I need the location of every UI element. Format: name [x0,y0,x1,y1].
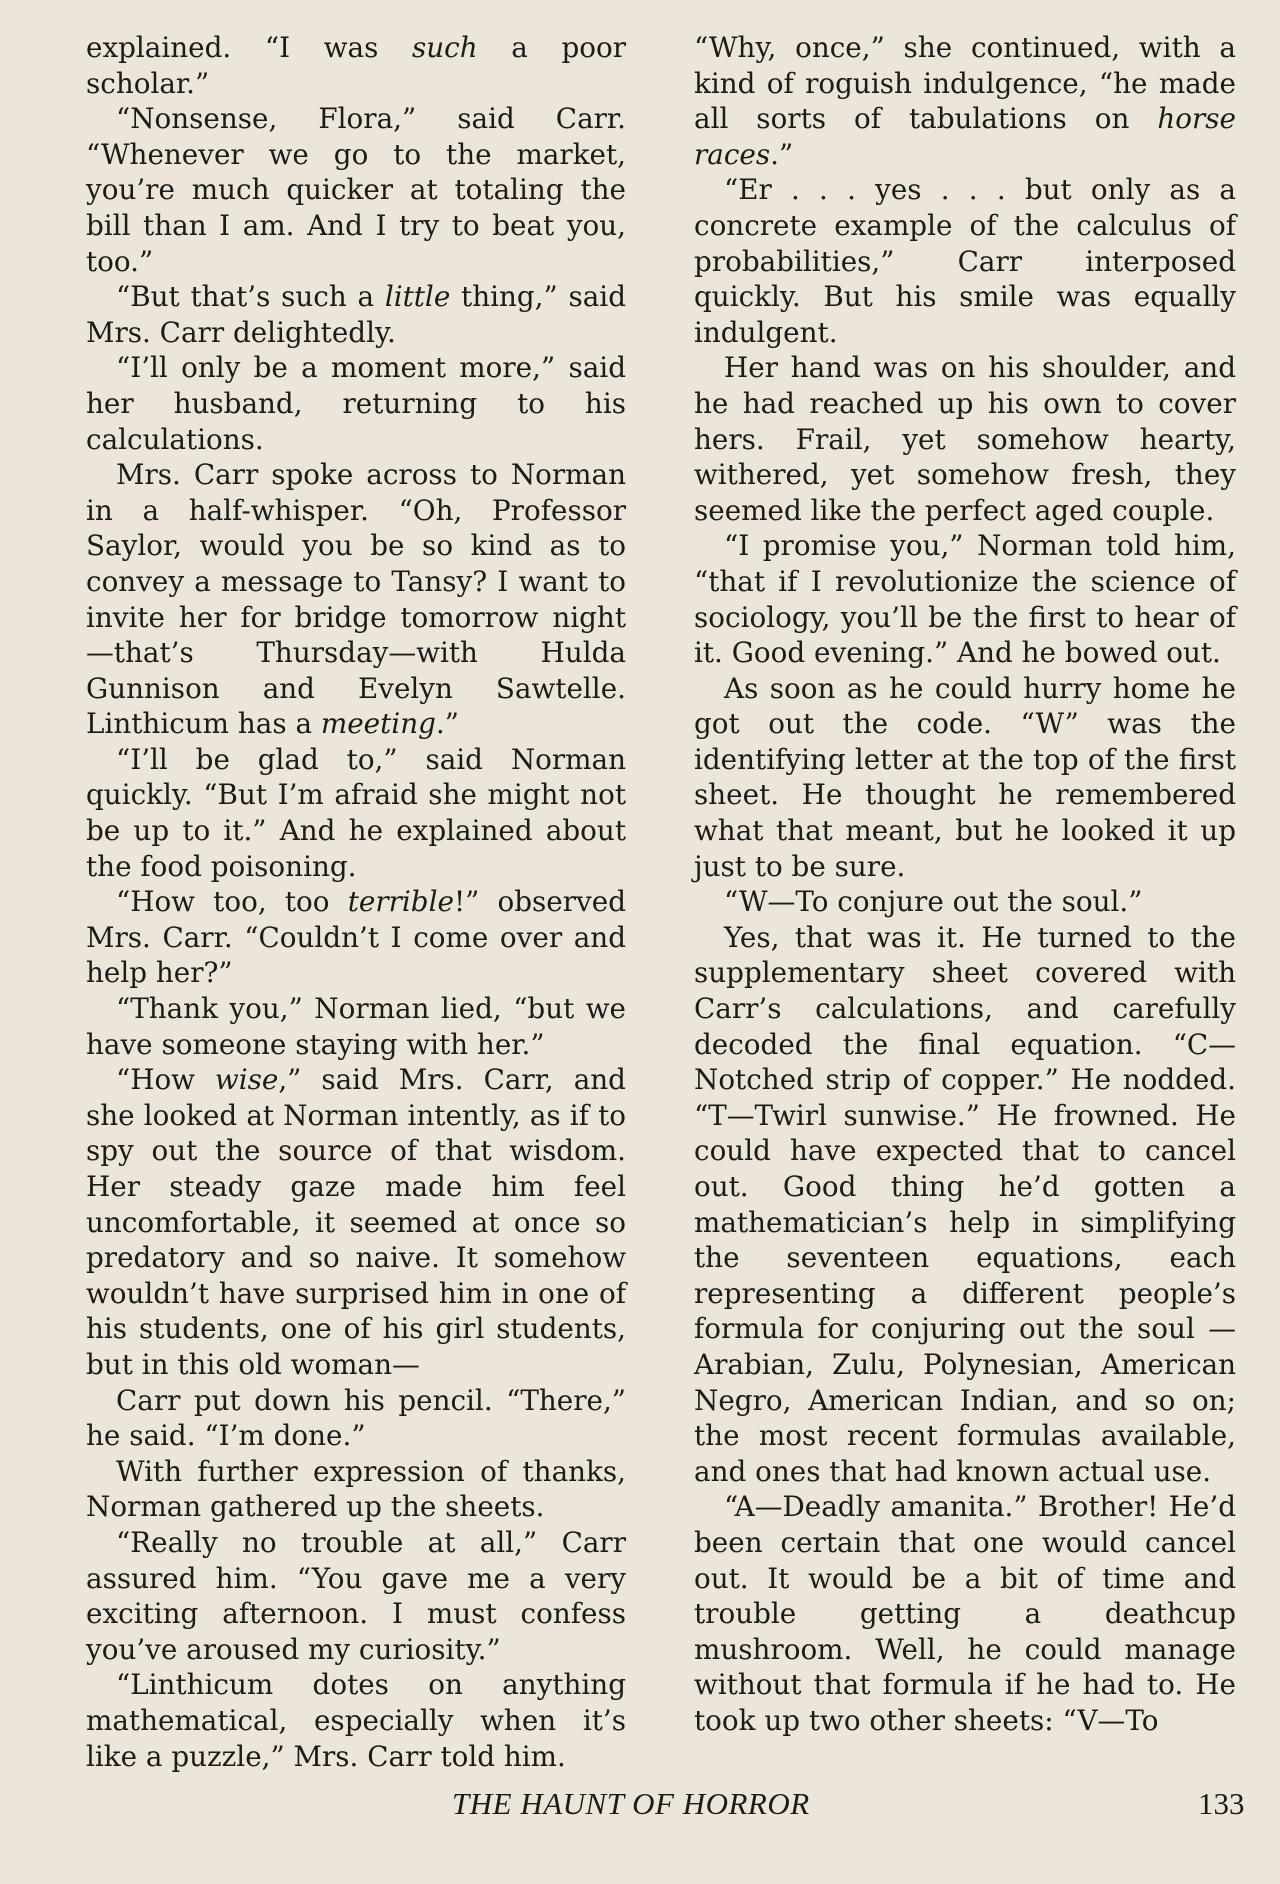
paragraph: Yes, that was it. He turned to the supplementary sheet covered with Carr’s calculations, and carefully decoded the final equation. “C—Notched strip of copper.” He nodded. “T—Twirl sunwise.” He frowned. He could have expected that to cancel out. Good thing he’d gotten a mathematician’s help in simplifying the seventeen equations, each representing a different people’s formula for conjuring out the soul —Arabian, Zulu, Polynesian, American Negro, American Indian, and so on; the most recent formulas available, and ones that had known actual use. [694,920,1236,1488]
paragraph: “A—Deadly amanita.” Brother! He’d been certain that one would cancel out. It would be a bit of time and trouble getting a deathcup mushroom. Well, he could manage without that formula if he had to. He took up two other sheets: “V—To [694,1490,1236,1737]
paragraph: “I’ll be glad to,” said Norman quickly. “But I’m afraid she might not be up to it.” And he explained about the food poisoning. [86,742,626,883]
paragraph: “Linthicum dotes on anything mathematical, especially when it’s like a puzzle,” Mrs. Carr told him. [86,1668,626,1773]
paragraph: “How too, too terrible!” observed Mrs. Carr. “Couldn’t I come over and help her?” [86,885,626,990]
paragraph: “Why, once,” she continued, with a kind of roguish indulgence, “he made all sorts of tabulations on horse races.” [694,31,1236,171]
paragraph: “Thank you,” Norman lied, “but we have someone staying with her.” [86,992,626,1061]
paragraph: Carr put down his pencil. “There,” he said. “I’m done.” [86,1383,626,1453]
paragraph: As soon as he could hurry home he got out the code. “W” was the identifying letter at the top of the first sheet. He thought he remembered what that meant, but he looked it up just to be sure. [694,671,1236,883]
paragraph: “Nonsense, Flora,” said Carr. “Whenever we go to the market, you’re much quicker at totaling the bill than I am. And I try to beat you, too.” [86,102,626,278]
left-text-column [86,30,626,1774]
paragraph: Mrs. Carr spoke across to Norman in a half-whisper. “Oh, Professor Saylor, would you be so kind as to convey a message to Tansy? I want to invite her for bridge tomorrow night—that’s Thursday—with Hulda Gunnison and Evelyn Sawtelle. Linthicum has a meeting.” [86,458,626,741]
right-text-column [694,30,1236,1739]
page-footer [0,1786,1280,1826]
paragraph: “I promise you,” Norman told him, “that if I revolutionize the science of sociology, you’ll be the first to hear of it. Good evening.” And he bowed out. [694,529,1236,670]
paragraph: “How wise,” said Mrs. Carr, and she looked at Norman intently, as if to spy out the source of that wisdom. Her steady gaze made him feel uncomfortable, it seemed at once so predatory and so naive. It somehow wouldn’t have surprised him in one of his students, one of his girl students, but in this old woman— [86,1063,626,1381]
paragraph: With further expression of thanks, Norman gathered up the sheets. [86,1454,626,1524]
paragraph: “But that’s such a little thing,” said Mrs. Carr delightedly. [86,280,626,349]
paragraph: “Er . . . yes . . . but only as a concrete example of the calculus of probabilities,” Carr interposed quickly. But his smile was equally indulgent. [694,173,1236,349]
paragraph: explained. “I was such a poor scholar.” [86,31,626,100]
paragraph: Her hand was on his shoulder, and he had reached up his own to cover hers. Frail, yet somehow hearty, withered, yet somehow fresh, they seemed like the perfect aged couple. [694,351,1236,527]
paragraph: “I’ll only be a moment more,” said her husband, returning to his calculations. [86,351,626,456]
magazine-title: THE HAUNT OF HORROR [452,1786,810,1821]
page-number: 133 [1198,1786,1245,1821]
paragraph: “Really no trouble at all,” Carr assured him. “You gave me a very exciting afternoon. I must confess you’ve aroused my curiosity.” [86,1525,626,1666]
paragraph: “W—To conjure out the soul.” [724,885,1143,919]
